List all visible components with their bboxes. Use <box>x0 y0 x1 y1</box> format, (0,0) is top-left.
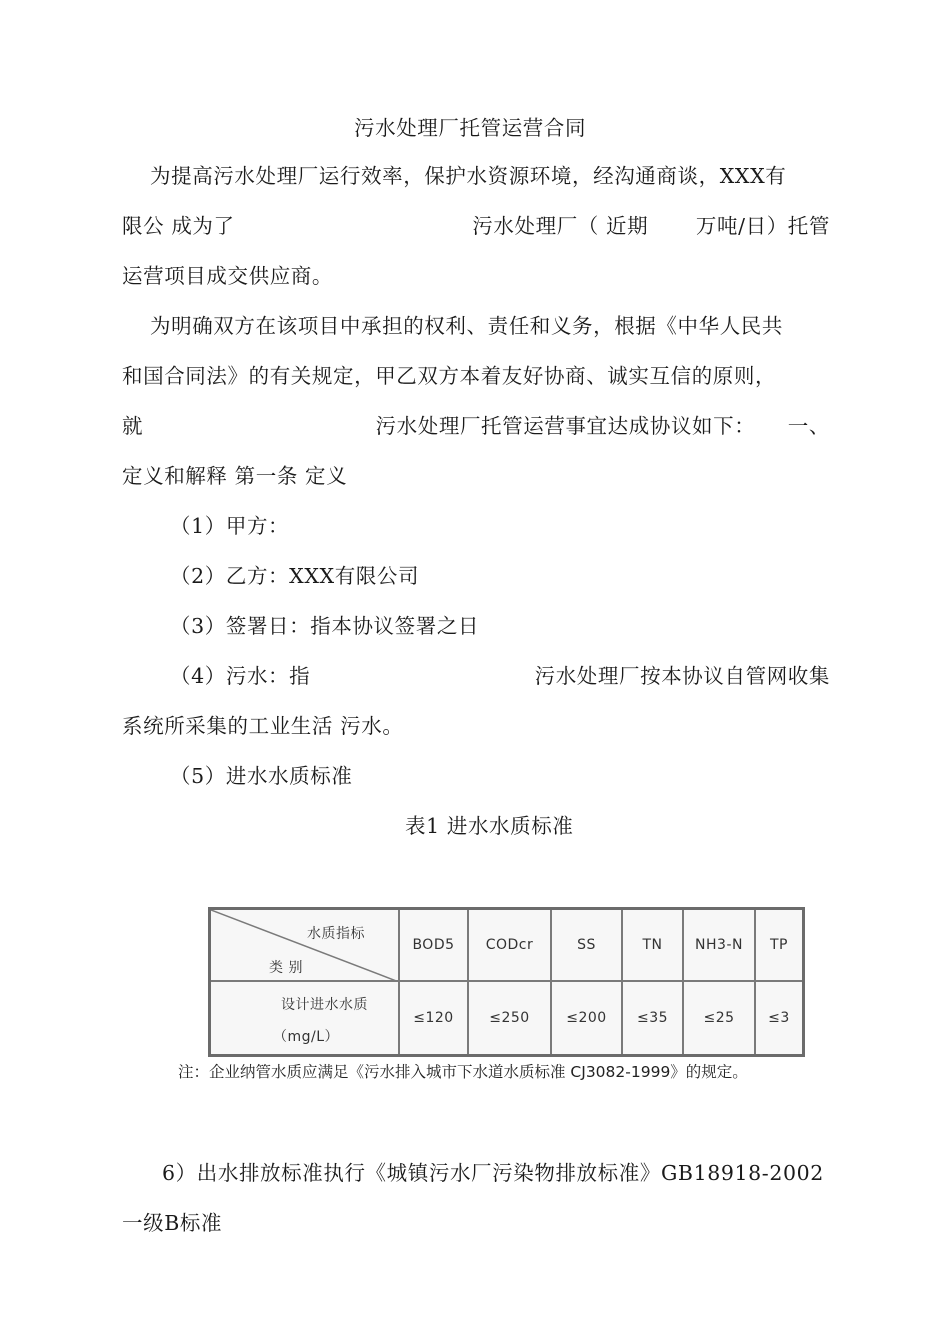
definition-item-4-continued: 系统所采集的工业生活 污水。 <box>122 714 404 738</box>
value-tn: ≤35 <box>636 1010 669 1026</box>
value-nh3n: ≤25 <box>703 1010 735 1026</box>
definition-item-1: （1）甲方： <box>170 514 290 538</box>
value-ss: ≤200 <box>566 1010 607 1026</box>
row-label-design-influent: 设计进水水质 <box>281 997 368 1013</box>
text-segment: 限公 成为了 <box>122 214 235 238</box>
table-note: 注：企业纳管水质应满足《污水排入城市下水道水质标准 CJ3082-1999》的规定。 <box>178 1063 748 1081</box>
table-caption: 表1 进水水质标准 <box>405 814 574 838</box>
text-segment: 一、 <box>787 414 830 438</box>
paragraph-1-line-1: 为提高污水处理厂运行效率，保护水资源环境，经沟通商谈，XXX有 <box>150 164 787 188</box>
item-6-line-1: 6）出水排放标准执行《城镇污水厂污染物排放标准》GB18918-2002 <box>162 1161 824 1185</box>
header-corner-bottom: 类 别 <box>269 960 303 976</box>
value-bod5: ≤120 <box>413 1010 454 1026</box>
definition-item-3: （3）签署日：指本协议签署之日 <box>170 614 480 638</box>
text-segment: 污水处理厂托管运营事宜达成协议如下： <box>375 414 756 438</box>
row-label-unit: （mg/L） <box>272 1029 340 1045</box>
column-header-bod5: BOD5 <box>412 937 455 953</box>
column-header-nh3n: NH3-N <box>695 937 743 953</box>
text-segment: （4）污水：指 <box>170 664 311 688</box>
paragraph-2-line-4: 定义和解释 第一条 定义 <box>122 464 348 488</box>
text-segment: 污水处理厂（ 近期 <box>472 214 649 238</box>
paragraph-2-line-3 <box>122 413 830 439</box>
column-header-tn: TN <box>642 937 663 953</box>
column-header-codcr: CODcr <box>485 937 534 953</box>
text-segment: 就 <box>122 414 144 438</box>
paragraph-2-line-1: 为明确双方在该项目中承担的权利、责任和义务，根据《中华人民共 <box>150 314 783 338</box>
definition-item-4 <box>170 663 830 689</box>
document-title: 污水处理厂托管运营合同 <box>354 116 587 140</box>
definition-item-5: （5）进水水质标准 <box>170 764 353 788</box>
text-segment: 污水处理厂按本协议自管网收集 <box>534 664 830 688</box>
value-codcr: ≤250 <box>489 1010 530 1026</box>
paragraph-1-line-2 <box>122 213 830 239</box>
column-header-tp: TP <box>770 937 788 953</box>
value-tp: ≤3 <box>768 1010 790 1026</box>
column-header-ss: SS <box>577 937 596 953</box>
text-segment: 万吨/日）托管 <box>695 214 830 238</box>
item-6-line-2: 一级B标准 <box>122 1211 223 1235</box>
paragraph-1-line-3: 运营项目成交供应商。 <box>122 264 333 288</box>
definition-item-2: （2）乙方：XXX有限公司 <box>170 564 420 588</box>
water-quality-table <box>208 907 805 1057</box>
paragraph-2-line-2: 和国合同法》的有关规定，甲乙双方本着友好协商、诚实互信的原则， <box>122 364 777 388</box>
header-corner-top: 水质指标 <box>307 926 365 942</box>
